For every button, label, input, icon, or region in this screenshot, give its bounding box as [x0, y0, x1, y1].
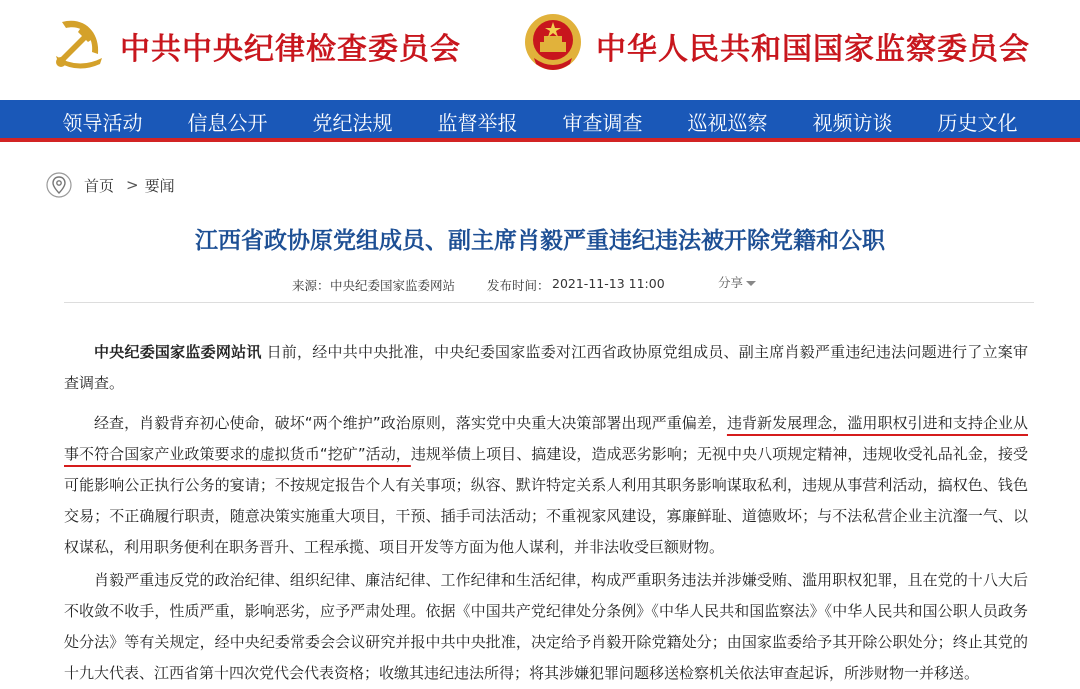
article-paragraph-3: 肖毅严重违反党的政治纪律、组织纪律、廉洁纪律、工作纪律和生活纪律，构成严重职务违法并涉嫌受贿、滥用职权犯罪，且在党的十八大后不收敛不收手，性质严重，影响恶劣，应予严肃处理。依据《中国共产党纪律处分条例》《中华人民共和国监察法》《中华人民共和国公职人员政务处分法》等有关规定，经中央纪委常委会会议研究并报中共中央批准，决定给予肖毅开除党籍处分；由国家监委给予其开除公职处分；终止其党的十九大代表、江西省第十四次党代会代表资格；收缴其违纪违法所得；将其涉嫌犯罪问题移送检察机关依法审查起诉，所涉财物一并移送。 [64, 571, 1028, 682]
nav-item-inspection[interactable]: 巡视巡察 [687, 110, 768, 135]
ccdi-title[interactable]: 中共中央纪律检查委员会 [120, 32, 461, 67]
paragraph-text: 违规举债上项目、搞建设，造成恶劣影响；无视中央八项规定精神，违规收受礼品礼金，接受可能影响公正执行公务的宴请；不按规定报告个人有关事项；纵容、默许特定关系人利用其职务影响谋取私利，违规从事营利活动，搞权色、钱色交易；不正确履行职责，随意决策实施重大项目，干预、插手司法活动；不重视家风建设，寡廉鲜耻、道德败坏；与不法私营企业主沆瀣一气、以权谋私，利用职务便利在职务晋升、工程承揽、项目开发等方面为他人谋利，并非法收受巨额财物。 [64, 445, 1028, 556]
party-emblem-icon[interactable] [48, 12, 110, 74]
share-button[interactable] [718, 273, 756, 291]
nav-item-video[interactable]: 视频访谈 [812, 110, 893, 135]
breadcrumb-home[interactable]: 首页 [84, 176, 115, 195]
nav-item-report[interactable]: 监督举报 [437, 110, 518, 135]
nav-item-regulations[interactable]: 党纪法规 [312, 110, 393, 135]
share-label: 分享 [718, 275, 744, 290]
breadcrumb-current[interactable]: 要闻 [144, 176, 175, 195]
nav-item-history[interactable]: 历史文化 [937, 110, 1018, 135]
date-label: 发布时间： [487, 278, 550, 293]
nav-item-leadership[interactable]: 领导活动 [62, 110, 143, 135]
chevron-down-icon [746, 281, 756, 286]
meta-divider [64, 302, 1034, 303]
breadcrumb [46, 172, 179, 198]
paragraph-lead: 中央纪委国家监委网站讯 [94, 343, 262, 361]
state-emblem-icon[interactable] [522, 12, 584, 74]
paragraph-text: 日前，经中共中央批准，中央纪委国家监委对江西省政协原党组成员、副主席肖毅严重违纪违法问题进行了立案审查调查。 [64, 343, 1028, 392]
nav-item-investigation[interactable]: 审查调查 [562, 110, 643, 135]
article-title: 江西省政协原党组成员、副主席肖毅严重违纪违法被开除党籍和公职 [195, 228, 885, 254]
article-paragraph-1 [64, 337, 1028, 399]
main-nav [0, 100, 1080, 142]
nsc-title[interactable]: 中华人民共和国国家监察委员会 [596, 32, 1030, 67]
article-paragraph-2 [64, 408, 1028, 563]
location-pin-icon [46, 172, 72, 198]
nav-item-disclosure[interactable]: 信息公开 [187, 110, 268, 135]
date-value: 2021-11-13 11:00 [552, 276, 665, 291]
highlighted-text: 违背新发展理念，滥用职权引进和支持企业从事不符合国家产业政策要求的虚拟货币“挖矿”活动， [64, 414, 1028, 463]
source-value: 中央纪委国家监委网站 [330, 278, 456, 293]
breadcrumb-separator: > [126, 176, 139, 194]
nav-divider [0, 138, 1080, 142]
site-header [0, 0, 1080, 100]
source-label: 来源： [292, 278, 330, 293]
paragraph-text: 经查，肖毅背弃初心使命，破坏“两个维护”政治原则，落实党中央重大决策部署出现严重偏差， [94, 414, 727, 432]
